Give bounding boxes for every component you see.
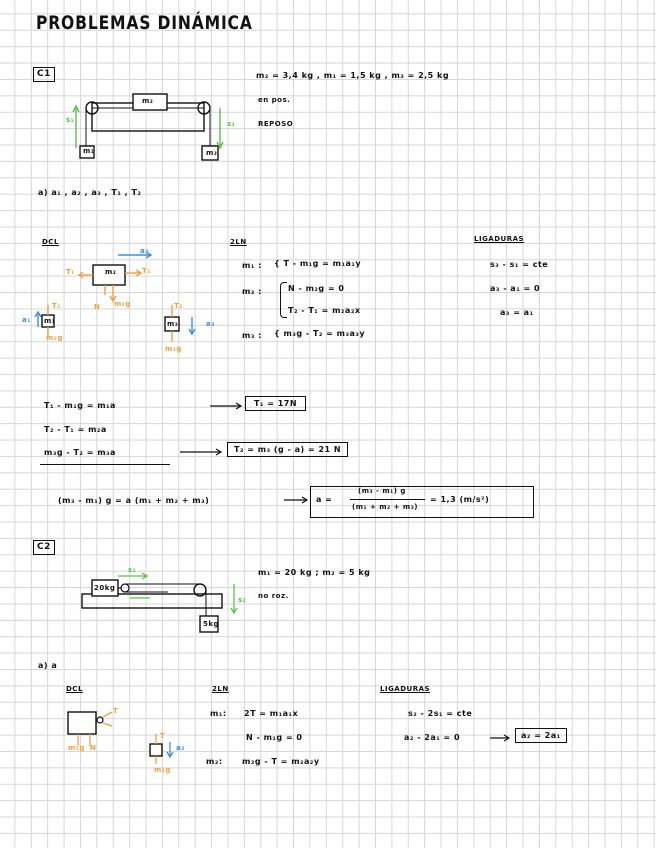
p1-eq-m2-brace xyxy=(280,282,287,318)
p1-eq-m1: { T - m₁g = m₁a₁y xyxy=(274,259,362,268)
p2-lig-result: a₂ = 2a₁ xyxy=(515,728,567,743)
p2-lig2: a₂ - 2a₁ = 0 xyxy=(404,733,461,742)
p1-ligaduras-label: LIGADURAS xyxy=(474,235,525,243)
fbd-m3-label: m₃ xyxy=(167,320,179,328)
p1-result-a-value: = 1,3 (m/s²) xyxy=(430,495,490,504)
p2-arrow-lig xyxy=(488,732,514,744)
diagram2-m1-label: 20kg xyxy=(94,584,116,592)
p2-dcl-label: DCL xyxy=(66,685,83,693)
p1-sys1: T₁ - m₁g = m₁a xyxy=(44,401,116,410)
p1-law-label: 2LN xyxy=(230,238,247,246)
p1-question: a) a₁ , a₂ , a₃ , T₁ , T₂ xyxy=(38,188,142,197)
p2-law-label: 2LN xyxy=(212,685,229,693)
p2-fbd-a2-label: a₂ xyxy=(176,744,185,752)
p2-fbd-n-label: N xyxy=(90,744,97,752)
p1-result-a-denominator: (m₁ + m₂ + m₃) xyxy=(352,503,418,511)
p1-result-a-numerator: (m₃ - m₁) g xyxy=(358,487,406,495)
p1-sys-underline xyxy=(40,464,170,465)
fbd-m1g-label: m₁g xyxy=(46,334,63,342)
p1-sys3: m₃g - T₂ = m₃a xyxy=(44,448,116,457)
p2-lig1: s₂ - 2s₁ = cte xyxy=(408,709,473,718)
fbd-a3-label: a₃ xyxy=(206,320,215,328)
fbd-t1-label: T₁ xyxy=(66,268,75,276)
fbd-m2g-label: m₂g xyxy=(114,300,131,308)
diagram1-s3-label: s₃ xyxy=(227,120,236,128)
p2-question: a) a xyxy=(38,661,58,670)
fbd-a2-label: a₂ xyxy=(140,247,149,255)
pulley-diagram-2 xyxy=(78,564,258,634)
p2-eq-m1b: N - m₁g = 0 xyxy=(246,733,303,742)
p2-fbd-m2g-label: m₂g xyxy=(154,766,171,774)
p2-given-friction: no roz. xyxy=(258,592,289,600)
diagram2-s1-label: s₁ xyxy=(128,566,137,574)
fbd-t1b-label: T₁ xyxy=(52,302,61,310)
p1-eq-m2-label: m₂ : xyxy=(242,287,262,296)
p1-result-a-label: a = xyxy=(316,495,333,504)
p2-ligaduras-label: LIGADURAS xyxy=(380,685,431,693)
p2-fbd-t-label: T xyxy=(113,707,119,715)
problem-2-tag: C2 xyxy=(33,540,55,555)
p1-result-a-equation: (m₃ - m₁) g = a (m₁ + m₂ + m₃) xyxy=(58,496,210,505)
diagram2-s2-label: s₂ xyxy=(238,596,247,604)
p1-dcl-label: DCL xyxy=(42,238,59,246)
p1-sys2: T₂ - T₁ = m₂a xyxy=(44,425,107,434)
p1-lig1: s₃ - s₁ = cte xyxy=(490,260,549,269)
p1-given-position: en pos. xyxy=(258,96,291,104)
p1-given-rest: REPOSO xyxy=(258,120,294,128)
diagram1-m2-label: m₂ xyxy=(142,97,154,105)
p1-result-t1: T₁ = 17N xyxy=(245,396,306,411)
p1-eq-m1-label: m₁ : xyxy=(242,261,262,270)
p2-eq-m1-label: m₁: xyxy=(210,709,227,718)
p1-eq-m3: { m₃g - T₂ = m₃a₃y xyxy=(274,329,366,338)
p2-eq-m1a: 2T = m₁a₁x xyxy=(244,709,299,718)
fbd-t2-label: T₂ xyxy=(142,267,151,275)
fbd-m2-label: m₂ xyxy=(105,268,117,276)
fbd-n-label: N xyxy=(94,303,101,311)
problem-1-tag: C1 xyxy=(33,67,55,82)
p2-eq-m2: m₂g - T = m₂a₂y xyxy=(242,757,320,766)
fbd-t2b-label: T₂ xyxy=(174,302,183,310)
diagram1-m3-label: m₃ xyxy=(206,149,218,157)
p1-arrow-a xyxy=(282,494,312,506)
page-title: PROBLEMAS DINÁMICA xyxy=(36,12,253,34)
fbd-m3g-label: m₃g xyxy=(165,345,182,353)
p1-result-a-fraction-bar xyxy=(350,499,425,500)
diagram1-m1-label: m₁ xyxy=(83,147,95,155)
p2-eq-m2-label: m₂: xyxy=(206,757,223,766)
p1-eq-m3-label: m₃ : xyxy=(242,331,262,340)
p1-eq-m2b: T₂ - T₁ = m₂a₂x xyxy=(288,306,361,315)
p1-lig3: a₃ = a₁ xyxy=(500,308,534,317)
diagram1-s1-label: s₁ xyxy=(66,116,75,124)
p1-eq-m2a: N - m₂g = 0 xyxy=(288,284,345,293)
p2-given-masses: m₁ = 20 kg ; m₂ = 5 kg xyxy=(258,568,371,577)
p1-result-t2: T₂ = m₃ (g - a) = 21 N xyxy=(227,442,348,457)
fbd-m1-label: m₁ xyxy=(44,317,56,325)
fbd-a1-label: a₁ xyxy=(22,316,31,324)
diagram2-m2-label: 5kg xyxy=(203,620,220,628)
p2-fbd-tb-label: T xyxy=(160,732,166,740)
p1-lig2: a₃ - a₁ = 0 xyxy=(490,284,541,293)
p1-given-masses: m₂ = 3,4 kg , m₁ = 1,5 kg , m₃ = 2,5 kg xyxy=(256,71,450,80)
p2-fbd-m1g-label: m₁g xyxy=(68,744,85,752)
p1-result-a-box xyxy=(310,486,534,518)
